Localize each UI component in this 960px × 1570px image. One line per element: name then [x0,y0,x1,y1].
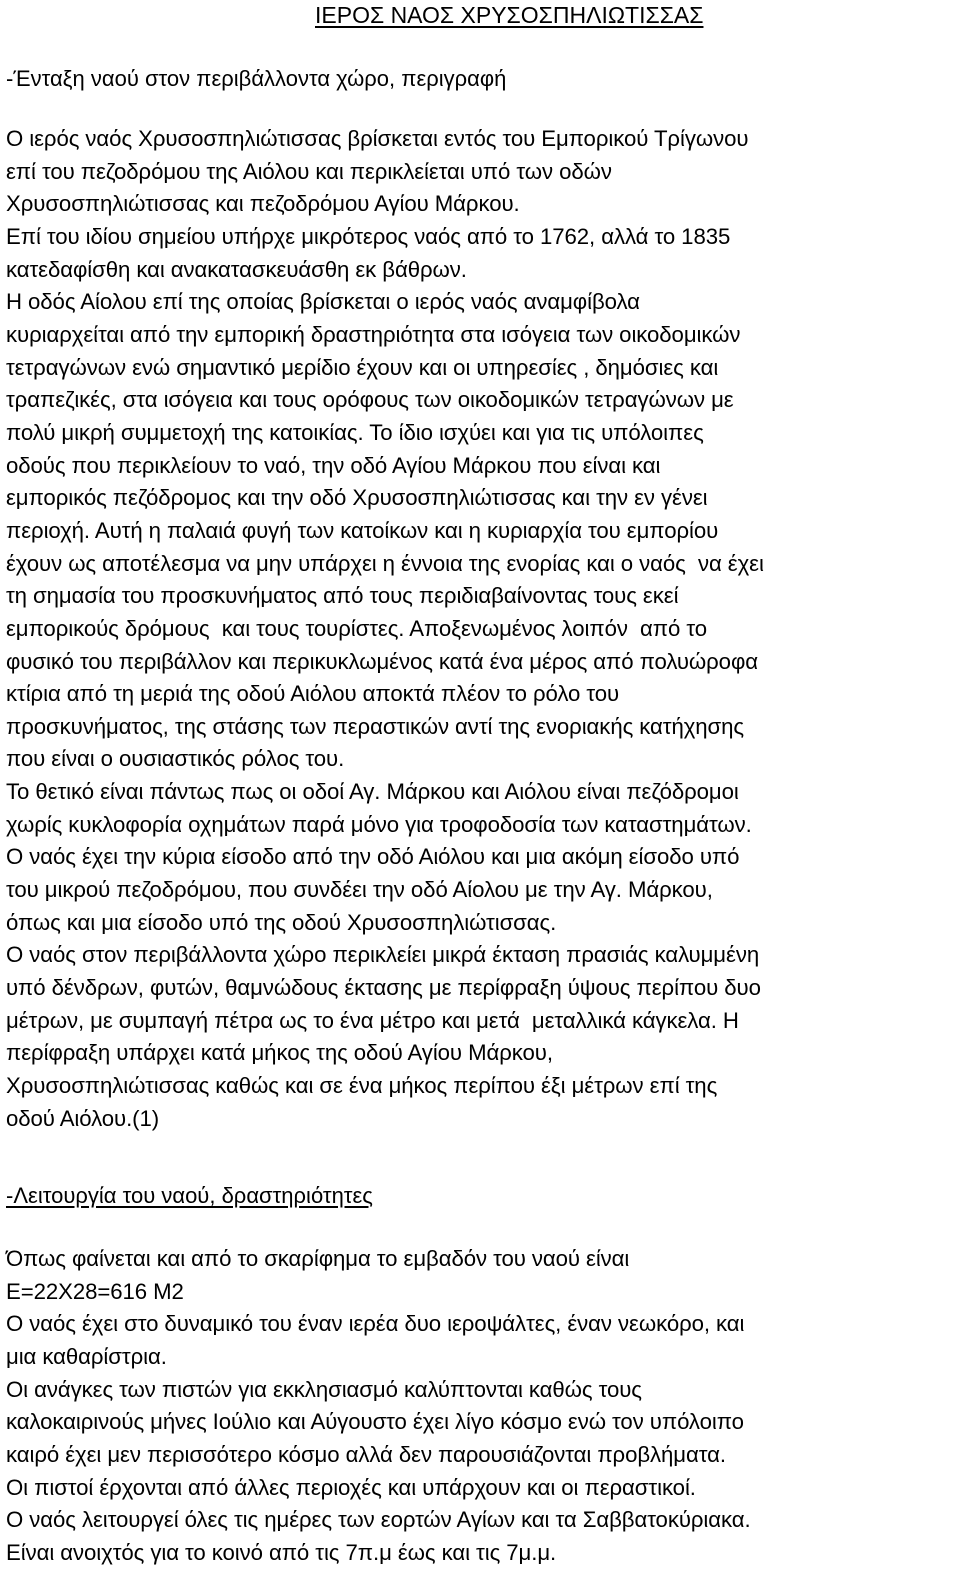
text-line: Η οδός Αίολου επί της οποίας βρίσκεται ο ιερός ναός αναμφίβολα [6,289,640,315]
text-line: εμπορικούς δρόμους και τους τουρίστες. Αποξενωμένος λοιπόν από το [6,615,707,641]
section-heading-surroundings: -Ένταξη ναού στον περιβάλλοντα χώρο, περιγραφή [6,66,507,91]
text-line: του μικρού πεζοδρόμου, που συνδέει την οδό Αίολου με την Αγ. Μάρκου, [6,877,713,903]
text-line: Ο ναός στον περιβάλλοντα χώρο περικλείει μικρά έκταση πρασιάς καλυμμένη [6,942,760,968]
text-line: Ε=22Χ28=616 Μ2 [6,1278,184,1304]
section-body-operation [6,1243,751,1570]
text-line: Όπως φαίνεται και από το σκαρίφημα το εμβαδόν του ναού είναι [6,1246,630,1271]
text-line: πολύ μικρή συμμετοχή της κατοικίας. Το ίδιο ισχύει και για τις υπόλοιπες [6,419,704,445]
text-line: κατεδαφίσθη και ανακατασκευάσθη εκ βάθρων. [6,256,467,282]
text-line: χωρίς κυκλοφορία οχημάτων παρά μόνο για τροφοδοσία των καταστημάτων. [6,811,752,837]
text-line: τετραγώνων ενώ σημαντικό μερίδιο έχουν και οι υπηρεσίες , δημόσιες και [6,354,719,380]
text-line: που είναι ο ουσιαστικός ρόλος του. [6,746,345,772]
text-line: προσκυνήματος, της στάσης των περαστικών αντί της ενοριακής κατήχησης [6,713,745,739]
text-line: Ο ναός λειτουργεί όλες τις ημέρες των εορτών Αγίων και τα Σαββατοκύριακα. [6,1507,751,1533]
text-line: Ο ιερός ναός Χρυσοσπηλιώτισσας βρίσκεται εντός του Εμπορικού Τρίγωνου [6,126,749,151]
text-line: τη σημασία του προσκυνήματος από τους περιδιαβαίνοντας τους εκεί [6,583,679,609]
text-line: υπό δένδρων, φυτών, θαμνώδους έκτασης με περίφραξη ύψους περίπου δυο [6,975,761,1001]
text-line: Χρυσοσπηλιώτισσας καθώς και σε ένα μήκος περίπου έξι μέτρων επί της [6,1073,718,1099]
text-line: Οι πιστοί έρχονται από άλλες περιοχές και υπάρχουν και οι περαστικοί. [6,1474,696,1500]
text-line: επί του πεζοδρόμου της Αιόλου και περικλείεται υπό των οδών [6,158,612,184]
text-line: μια καθαρίστρια. [6,1343,167,1369]
text-line: Χρυσοσπηλιώτισσας και πεζοδρόμου Αγίου Μάρκου. [6,191,520,217]
text-line: καιρό έχει μεν περισσότερο κόσμο αλλά δεν παρουσιάζονται προβλήματα. [6,1441,726,1467]
text-line: τραπεζικές, στα ισόγεια και τους ορόφους των οικοδομικών τετραγώνων με [6,387,734,413]
text-line: κτίρια από τη μεριά της οδού Αιόλου αποκτά πλέον το ρόλο του [6,681,620,707]
text-line: φυσικό του περιβάλλον και περικυκλωμένος κατά ένα μέρος από πολυώροφα [6,648,758,674]
section-body-surroundings [6,123,764,1135]
text-line: οδούς που περικλείουν το ναό, την οδό Αγίου Μάρκου που είναι και [6,452,661,478]
section-heading-operation: -Λειτουργία του ναού, δραστηριότητες [6,1183,373,1208]
text-line: όπως και μια είσοδο υπό της οδού Χρυσοσπηλιώτισσας. [6,909,557,935]
text-line: Οι ανάγκες των πιστών για εκκλησιασμό καλύπτονται καθώς τους [6,1376,642,1402]
text-line: Επί του ιδίου σημείου υπήρχε μικρότερος ναός από το 1762, αλλά το 1835 [6,223,731,249]
document-title: ΙΕΡΟΣ ΝΑΟΣ ΧΡΥΣΟΣΠΗΛΙΩΤΙΣΣΑΣ [315,2,704,28]
text-line: Το θετικό είναι πάντως πως οι οδοί Αγ. Μάρκου και Αιόλου είναι πεζόδρομοι [6,779,739,805]
text-line: Ο ναός έχει την κύρια είσοδο από την οδό Αιόλου και μια ακόμη είσοδο υπό [6,844,740,870]
text-line: εμπορικός πεζόδρομος και την οδό Χρυσοσπηλιώτισσας και την εν γένει [6,485,708,511]
text-line: καλοκαιρινούς μήνες Ιούλιο και Αύγουστο έχει λίγο κόσμο ενώ τον υπόλοιπο [6,1409,744,1435]
text-line: κυριαρχείται από την εμπορική δραστηριότητα στα ισόγεια των οικοδομικών [6,321,741,347]
text-line: Είναι ανοιχτός για το κοινό από τις 7π.μ έως και τις 7μ.μ. [6,1539,557,1565]
text-line: Ο ναός έχει στο δυναμικό του έναν ιερέα δυο ιεροψάλτες, έναν νεωκόρο, και [6,1311,745,1337]
text-line: μέτρων, με συμπαγή πέτρα ως το ένα μέτρο και μετά μεταλλικά κάγκελα. Η [6,1007,739,1033]
text-line: περίφραξη υπάρχει κατά μήκος της οδού Αγίου Μάρκου, [6,1040,553,1066]
text-line: οδού Αιόλου.(1) [6,1105,160,1131]
text-line: έχουν ως αποτέλεσμα να μην υπάρχει η έννοια της ενορίας και ο ναός να έχει [6,550,764,576]
text-line: περιοχή. Αυτή η παλαιά φυγή των κατοίκων και η κυριαρχία του εμπορίου [6,517,719,543]
